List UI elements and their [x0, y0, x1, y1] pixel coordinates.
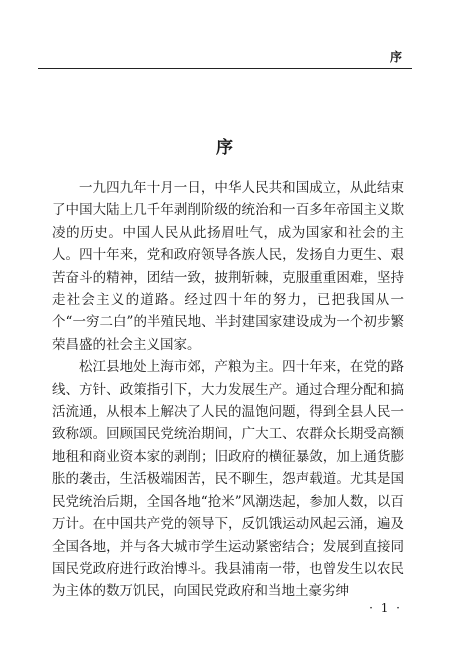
body-text: [52, 177, 404, 603]
running-header-title: 序: [389, 50, 402, 64]
page-title: 序: [216, 138, 234, 158]
paragraph: 松江县地处上海市郊，产粮为主。四十年来，在党的路线、方针、政策指引下，大力发展生产。通过合理分配和搞活流通，从根本上解决了人民的温饱问题，得到全县人民一致称颂。回顾国民党统治期间，广大工、农群众长期受高额地租和商业资本家的剥削；旧政府的横征暴敛，加上通货膨胀的袭击，生活极端困苦，民不聊生，怨声载道。尤其是国民党统治后期，全国各地“抢米”风潮迭起，参加人数，以百万计。在中国共产党的领导下，反饥饿运动风起云涌，遍及全国各地，并与各大城市学生运动紧密结合；发展到直接同国民党政府进行政治博斗。我县浦南一带，也曾发生以农民为主体的数万饥民，向国民党政府和当地土豪劣绅: [52, 359, 404, 600]
page-number: · 1 ·: [369, 601, 402, 615]
running-header: [38, 46, 412, 69]
paragraph: 一九四九年十月一日，中华人民共和国成立，从此结束了中国大陆上几千年剥削阶级的统治和一百多年帝国主义欺凌的历史。中国人民从此扬眉吐气，成为国家和社会的主人。四十年来，党和政府领导各族人民，发扬自力更生、艰苦奋斗的精神，团结一致，披荆斩棘，克服重重困难，坚持走社会主义的道路。经过四十年的努力，已把我国从一个“一穷二白”的半殖民地、半封建国家建设成为一个初步繁荣昌盛的社会主义国家。: [52, 180, 404, 353]
